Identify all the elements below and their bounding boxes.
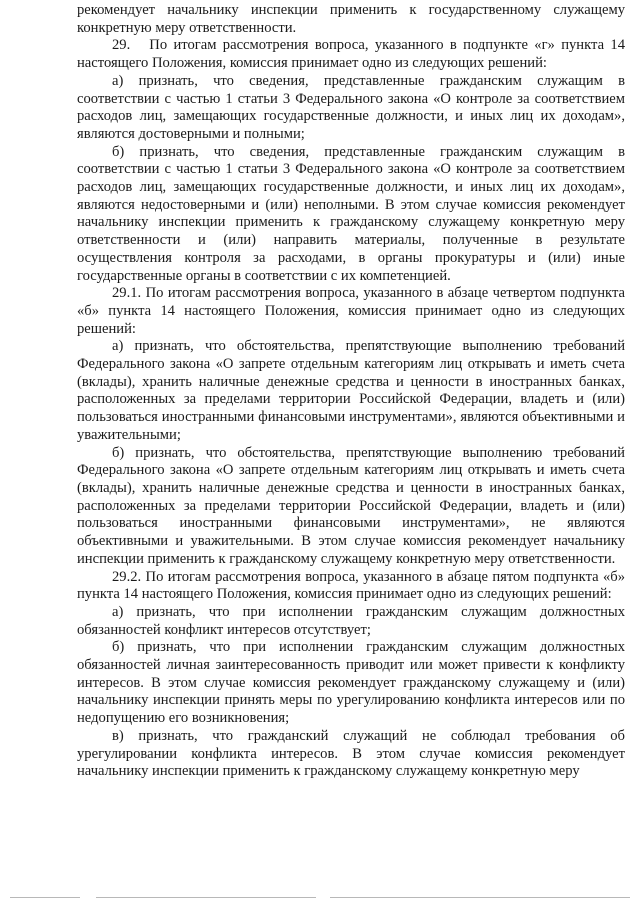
scan-edge-line (96, 897, 316, 898)
paragraph-29-2-a: а) признать, что при исполнении гражданским служащим должностных обязанностей конфликт интересов отсутствует; (77, 603, 625, 638)
document-page (77, 2, 625, 781)
paragraph-continuation: рекомендует начальнику инспекции применить к государственному служащему конкретную меру ответственности. (77, 2, 625, 36)
paragraph-29-1-b: б) признать, что обстоятельства, препятствующие выполнению требований Федерального закона «О запрете отдельным категориям лиц открывать и иметь счета (вклады), хранить наличные денежные средства и ценности в иностранных банках, расположенных за пределами территории Российской Федерации, владеть и (или) пользоваться иностранными финансовыми инструментами», не являются объективными и уважительными. В этом случае комиссия рекомендует начальнику инспекции применить к гражданскому служащему конкретную меру ответственности. (77, 444, 625, 567)
paragraph-29-2-b: б) признать, что при исполнении гражданским служащим должностных обязанностей личная заинтересованность приводит или может привести к конфликту интересов. В этом случае комиссия рекомендует гражданскому служащему и (или) начальнику инспекции принять меры по урегулированию конфликта интересов или по недопущению его возникновения; (77, 639, 625, 727)
paragraph-29-1-a: а) признать, что обстоятельства, препятствующие выполнению требований Федерального закона «О запрете отдельным категориям лиц открывать и иметь счета (вклады), хранить наличные денежные средства и ценности в иностранных банках, расположенных за пределами территории Российской Федерации, владеть и (или) пользоваться иностранными финансовыми инструментами», являются объективными и уважительными; (77, 338, 625, 443)
paragraph-29-a: а) признать, что сведения, представленные гражданским служащим в соответствии с частью 1 статьи 3 Федерального закона «О контроле за соответствием расходов лиц, замещающих государственные должности, и иных лиц их доходам», являются достоверными и полными; (77, 72, 625, 142)
paragraph-29-2: 29.2. По итогам рассмотрения вопроса, указанного в абзаце пятом подпункта «б» пункта 14 настоящего Положения, комиссия принимает одно из следующих решений: (77, 568, 625, 603)
scan-edge-line (10, 897, 80, 898)
scan-edge-line (330, 897, 630, 898)
paragraph-29-b: б) признать, что сведения, представленные гражданским служащим в соответствии с частью 1 статьи 3 Федерального закона «О контроле за соответствием расходов лиц, замещающих государственные должности, и иных лиц их доходам», являются недостоверными и (или) неполными. В этом случае комиссия рекомендует начальнику инспекции применить к гражданскому служащему конкретную меру ответственности и (или) направить материалы, полученные в результате осуществления контроля за расходами, в органы прокуратуры и (или) иные государственные органы в соответствии с их компетенцией. (77, 143, 625, 284)
paragraph-29-1: 29.1. По итогам рассмотрения вопроса, указанного в абзаце четвертом подпункта «б» пункта 14 настоящего Положения, комиссия принимает одно из следующих решений: (77, 285, 625, 337)
paragraph-29-2-v: в) признать, что гражданский служащий не соблюдал требования об урегулировании конфликта интересов. В этом случае комиссия рекомендует начальнику инспекции применить к гражданскому служащему конкретную меру (77, 727, 625, 780)
paragraph-29: 29. По итогам рассмотрения вопроса, указанного в подпункте «г» пункта 14 настоящего Положения, комиссия принимает одно из следующих решений: (77, 37, 625, 72)
